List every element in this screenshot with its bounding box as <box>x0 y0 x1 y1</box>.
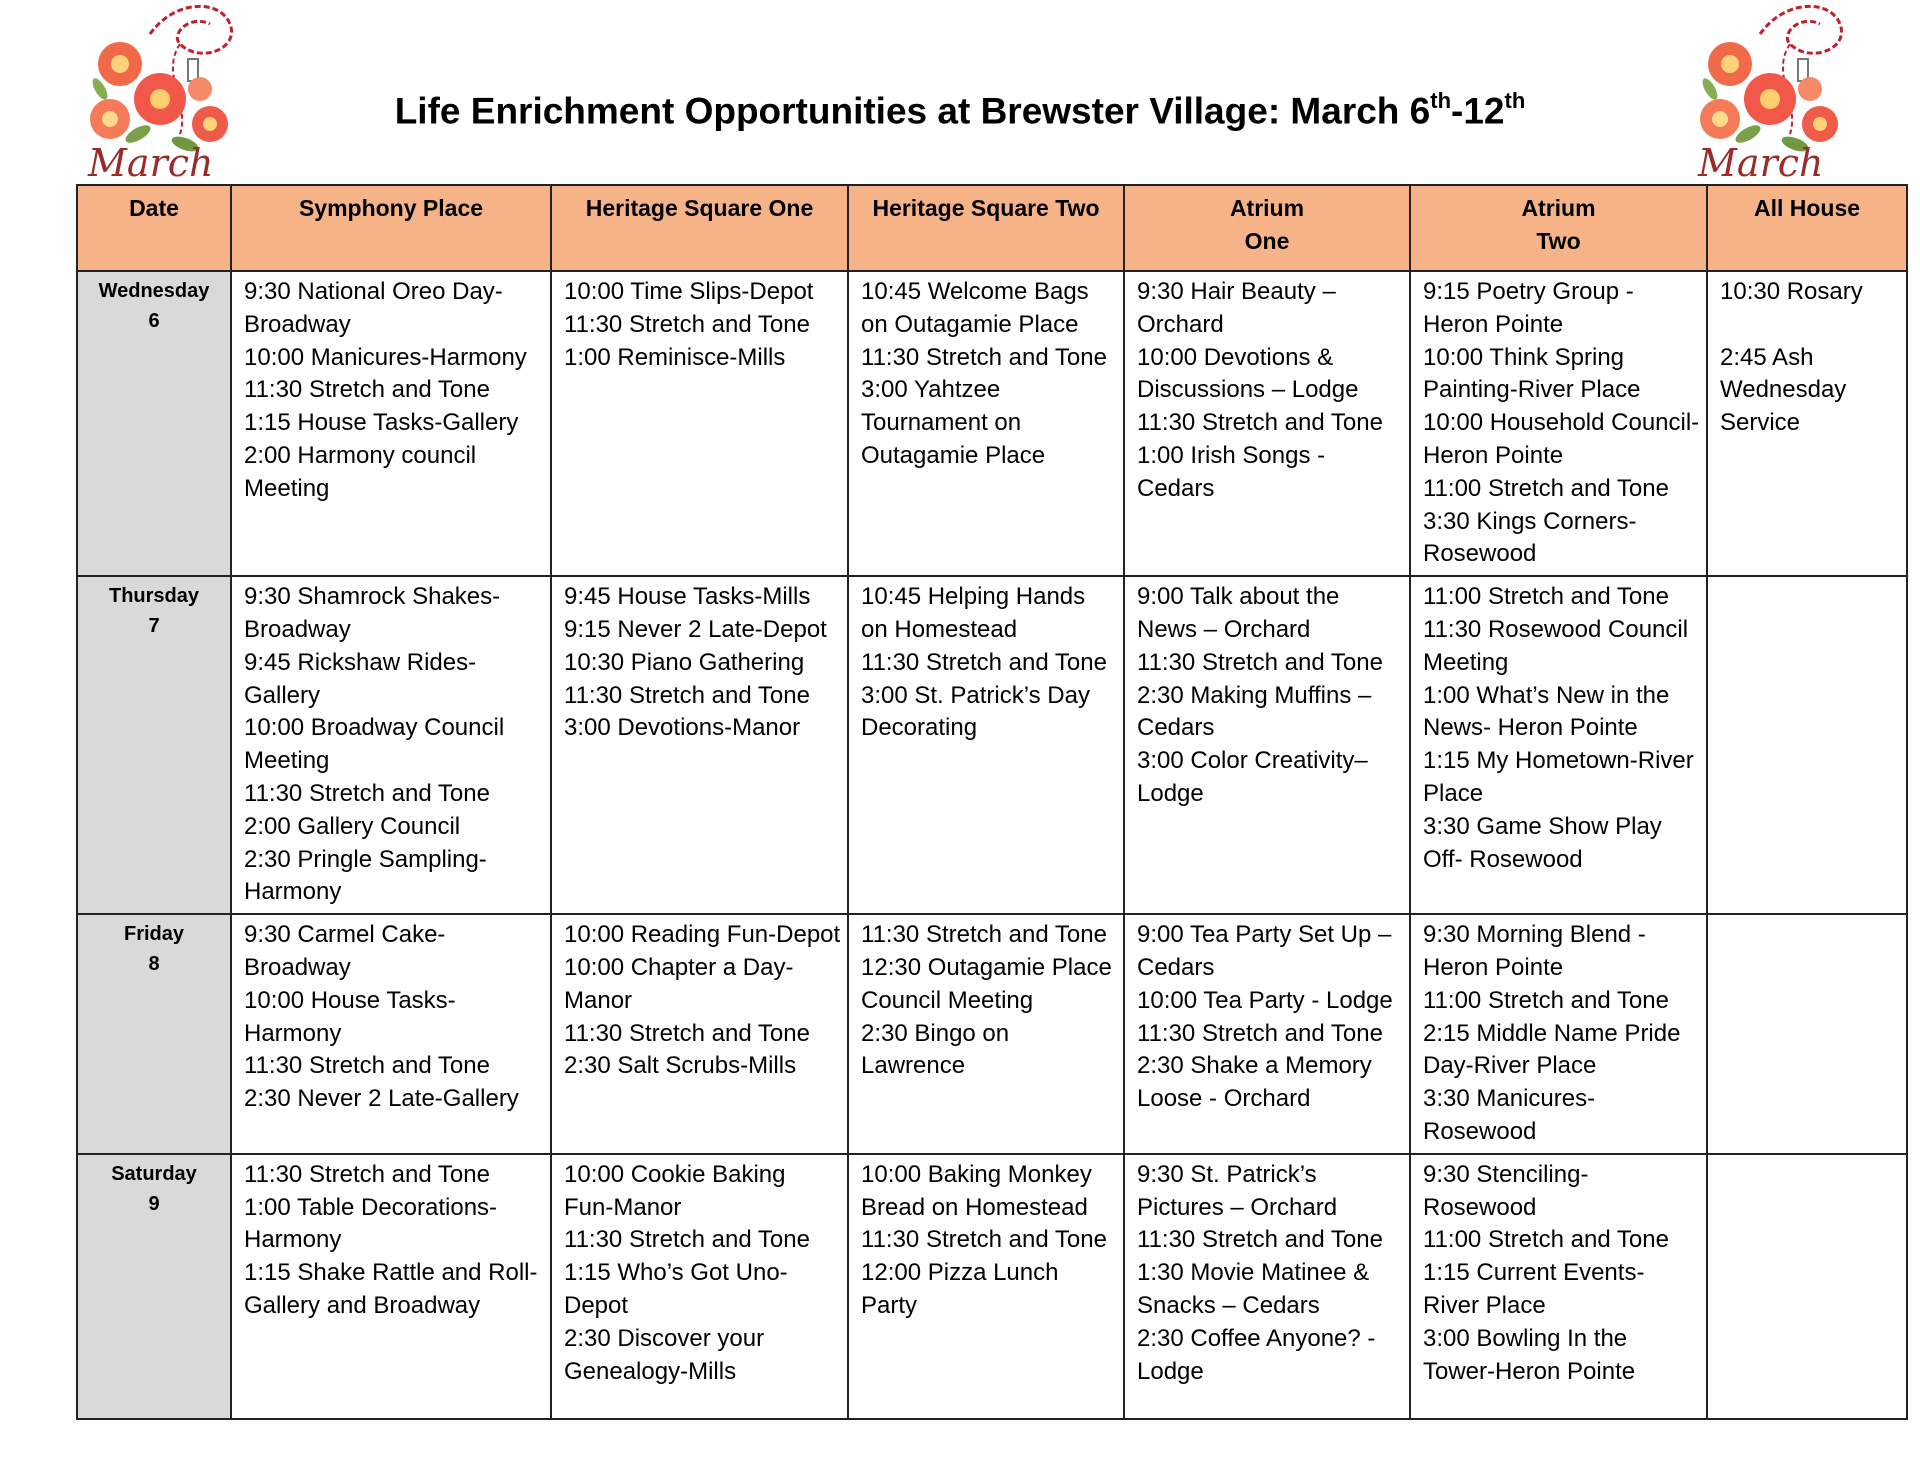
atrium-one-cell <box>1124 1154 1410 1419</box>
event-item: 10:30 Rosary <box>1720 278 1863 305</box>
all-house-cell <box>1707 576 1907 914</box>
title-sup-start: th <box>1430 88 1452 113</box>
event-item: 10:45 Welcome Bags on Outagamie Place <box>861 278 1089 338</box>
event-item: 9:30 Morning Blend - Heron Pointe <box>1423 921 1646 981</box>
event-item: 2:30 Bingo on Lawrence <box>861 1019 1010 1080</box>
event-item: 9:30 St. Patrick’s Pictures – Orchard <box>1137 1160 1338 1221</box>
header-heritage-square-two: Heritage Square Two <box>848 185 1124 271</box>
event-item: 12:30 Outagamie Place Council Meeting <box>861 953 1112 1014</box>
atrium-one-cell <box>1124 271 1410 576</box>
event-item: 10:00 Tea Party - Lodge <box>1137 986 1393 1014</box>
event-item: 2:30 Making Muffins – Cedars <box>1137 681 1372 742</box>
event-item: 10:00 Time Slips-Depot <box>564 278 814 305</box>
event-item: 2:30 Never 2 Late-Gallery <box>244 1085 519 1113</box>
event-item: 11:00 Stretch and Tone <box>1423 1226 1669 1254</box>
event-item: 3:00 Yahtzee Tournament on Outagamie Place <box>861 376 1046 469</box>
event-item: 2:15 Middle Name Pride Day-River Place <box>1423 1019 1681 1080</box>
all-house-cell <box>1707 1154 1907 1419</box>
event-item: 11:30 Stretch and Tone <box>244 1160 490 1188</box>
event-item: 10:00 Baking Monkey Bread on Homestead <box>861 1160 1092 1221</box>
event-item: 11:30 Stretch and Tone <box>861 343 1107 371</box>
event-item: 11:30 Stretch and Tone <box>861 1226 1107 1254</box>
event-item: 10:00 Think Spring Painting-River Place <box>1423 343 1641 404</box>
event-item: 1:15 Current Events-River Place <box>1423 1259 1645 1319</box>
event-item: 10:00 Manicures-Harmony <box>244 343 527 371</box>
event-item: 2:30 Discover your Genealogy-Mills <box>564 1324 765 1385</box>
day-name: Wednesday <box>98 280 210 302</box>
event-item: 11:00 Stretch and Tone <box>1423 986 1669 1014</box>
event-item: 11:30 Stretch and Tone <box>1137 648 1383 676</box>
title-sup-end: th <box>1504 88 1526 113</box>
day-name: Thursday <box>108 585 200 608</box>
page-title <box>300 90 1620 132</box>
heritage-square-one-cell <box>551 914 848 1154</box>
event-item: 1:00 Reminisce-Mills <box>564 343 786 371</box>
event-item: 9:00 Talk about the News – Orchard <box>1137 583 1340 643</box>
event-item: 10:00 Cookie Baking Fun-Manor <box>564 1160 786 1221</box>
header-atrium-one-line1: Atrium <box>1229 195 1305 221</box>
event-item: 10:00 Household Council- Heron Pointe <box>1423 409 1700 469</box>
day-number: 7 <box>148 615 160 638</box>
event-item: 3:30 Game Show Play Off- Rosewood <box>1423 812 1662 873</box>
schedule-table <box>76 184 1908 1420</box>
event-item: 3:00 Bowling In the Tower-Heron Pointe <box>1423 1324 1636 1385</box>
event-item: 11:30 Stretch and Tone <box>861 921 1107 949</box>
day-name: Friday <box>123 923 185 946</box>
event-item: 10:00 House Tasks-Harmony <box>244 986 456 1047</box>
day-number: 8 <box>148 953 160 976</box>
event-item: 1:00 Table Decorations-Harmony <box>244 1193 498 1254</box>
event-item: 1:15 Shake Rattle and Roll- Gallery and Broadway <box>244 1259 538 1319</box>
header-date: Date <box>77 185 231 271</box>
day-number: 6 <box>148 310 160 332</box>
atrium-one-cell <box>1124 914 1410 1154</box>
event-item: 11:00 Stretch and Tone <box>1423 583 1669 611</box>
event-item: 10:00 Reading Fun-Depot <box>564 921 841 949</box>
symphony-place-cell <box>231 576 551 914</box>
event-item: 11:30 Stretch and Tone <box>564 1226 810 1254</box>
event-item: 3:30 Kings Corners-Rosewood <box>1423 507 1637 568</box>
event-item: 10:00 Chapter a Day-Manor <box>564 953 794 1014</box>
title-dash-end: -12 <box>1451 90 1505 132</box>
event-item: 9:15 Poetry Group - Heron Pointe <box>1423 278 1634 338</box>
event-item: 11:00 Stretch and Tone <box>1423 474 1669 502</box>
event-item: 11:30 Stretch and Tone <box>1137 1019 1383 1047</box>
event-item: 11:30 Stretch and Tone <box>564 681 810 709</box>
header-atrium-two <box>1410 185 1707 271</box>
atrium-two-cell <box>1410 576 1707 914</box>
schedule-row <box>77 576 1907 914</box>
header-all-house: All House <box>1707 185 1907 271</box>
heritage-square-one-cell <box>551 576 848 914</box>
date-cell <box>77 271 231 576</box>
march-script-text: March <box>1698 141 1824 184</box>
header-atrium-two-line2: Two <box>1536 228 1581 254</box>
march-script-text: March <box>88 141 214 184</box>
event-item: 10:00 Devotions & Discussions – Lodge <box>1137 343 1359 404</box>
event-item: 2:30 Shake a Memory Loose - Orchard <box>1137 1052 1372 1113</box>
heritage-square-two-cell <box>848 1154 1124 1419</box>
event-item: 9:00 Tea Party Set Up – Cedars <box>1137 921 1392 981</box>
event-item: 10:30 Piano Gathering <box>564 648 805 676</box>
atrium-one-cell <box>1124 576 1410 914</box>
date-cell <box>77 576 231 914</box>
event-item: 2:00 Harmony council Meeting <box>244 441 477 502</box>
event-item: 1:30 Movie Matinee & Snacks – Cedars <box>1137 1259 1370 1319</box>
event-item: 3:00 St. Patrick’s Day Decorating <box>861 681 1090 742</box>
heritage-square-two-cell <box>848 914 1124 1154</box>
atrium-two-cell <box>1410 271 1707 576</box>
event-item: 11:30 Stretch and Tone <box>564 310 810 338</box>
event-item: 1:15 House Tasks-Gallery <box>244 409 519 437</box>
event-item: 2:30 Coffee Anyone? - Lodge <box>1137 1324 1376 1385</box>
heritage-square-one-cell <box>551 271 848 576</box>
day-number: 9 <box>148 1192 160 1215</box>
event-item: 9:30 Stenciling-Rosewood <box>1423 1160 1589 1221</box>
schedule-row <box>77 1154 1907 1419</box>
title-main: Life Enrichment Opportunities at Brewster Village: March 6 <box>394 90 1431 132</box>
symphony-place-cell <box>231 914 551 1154</box>
header-heritage-square-one: Heritage Square One <box>551 185 848 271</box>
schedule-row <box>77 914 1907 1154</box>
event-item: 2:00 Gallery Council <box>244 812 461 840</box>
atrium-two-cell <box>1410 914 1707 1154</box>
heritage-square-two-cell <box>848 576 1124 914</box>
all-house-cell <box>1707 271 1907 576</box>
date-cell <box>77 1154 231 1419</box>
schedule-row <box>77 271 1907 576</box>
header-symphony-place: Symphony Place <box>231 185 551 271</box>
event-item: 3:00 Devotions-Manor <box>564 714 801 742</box>
event-item: 1:15 Who’s Got Uno-Depot <box>564 1259 788 1319</box>
event-item: 11:30 Stretch and Tone <box>244 779 490 807</box>
event-item: 11:30 Rosewood Council Meeting <box>1423 615 1689 676</box>
header-atrium-one <box>1124 185 1410 271</box>
header-row <box>77 185 1907 271</box>
date-cell <box>77 914 231 1154</box>
event-item: 2:45 Ash Wednesday Service <box>1720 343 1847 437</box>
event-item: 2:30 Salt Scrubs-Mills <box>564 1052 797 1080</box>
event-item: 2:30 Pringle Sampling-Harmony <box>244 845 487 906</box>
day-name: Saturday <box>111 1162 197 1185</box>
event-item: 1:15 My Hometown-River Place <box>1423 747 1694 807</box>
event-item: 9:30 National Oreo Day-Broadway <box>244 278 503 338</box>
event-item: 9:45 Rickshaw Rides-Gallery <box>244 648 477 709</box>
event-item: 12:00 Pizza Lunch Party <box>861 1259 1059 1319</box>
march-flowers-image <box>80 4 270 184</box>
event-item: 1:00 What’s New in the News- Heron Pointe <box>1423 681 1670 742</box>
event-item: 11:30 Stretch and Tone <box>244 376 490 404</box>
heritage-square-two-cell <box>848 271 1124 576</box>
symphony-place-cell <box>231 1154 551 1419</box>
event-item: 11:30 Stretch and Tone <box>861 648 1107 676</box>
event-item: 9:30 Carmel Cake-Broadway <box>244 921 446 981</box>
heritage-square-one-cell <box>551 1154 848 1419</box>
march-flowers-image <box>1690 4 1880 184</box>
atrium-two-cell <box>1410 1154 1707 1419</box>
event-item: 9:30 Hair Beauty – Orchard <box>1137 278 1336 338</box>
symphony-place-cell <box>231 271 551 576</box>
event-item: 3:00 Color Creativity– Lodge <box>1137 747 1368 807</box>
event-item: 9:45 House Tasks-Mills <box>564 583 811 611</box>
event-item: 11:30 Stretch and Tone <box>244 1052 490 1080</box>
event-item: 9:15 Never 2 Late-Depot <box>564 615 827 643</box>
event-item: 11:30 Stretch and Tone <box>1137 1226 1383 1254</box>
event-item: 1:00 Irish Songs - Cedars <box>1137 441 1326 502</box>
header-atrium-two-line1: Atrium <box>1521 195 1596 221</box>
event-item: 9:30 Shamrock Shakes-Broadway <box>244 583 501 643</box>
event-item: 11:30 Stretch and Tone <box>564 1019 810 1047</box>
event-spacer <box>1720 309 1900 342</box>
all-house-cell <box>1707 914 1907 1154</box>
event-item: 10:00 Broadway Council Meeting <box>244 714 505 775</box>
event-item: 10:45 Helping Hands on Homestead <box>861 583 1086 643</box>
event-item: 11:30 Stretch and Tone <box>1137 409 1383 437</box>
header-atrium-one-line2: One <box>1244 228 1290 254</box>
event-item: 3:30 Manicures-Rosewood <box>1423 1085 1596 1145</box>
